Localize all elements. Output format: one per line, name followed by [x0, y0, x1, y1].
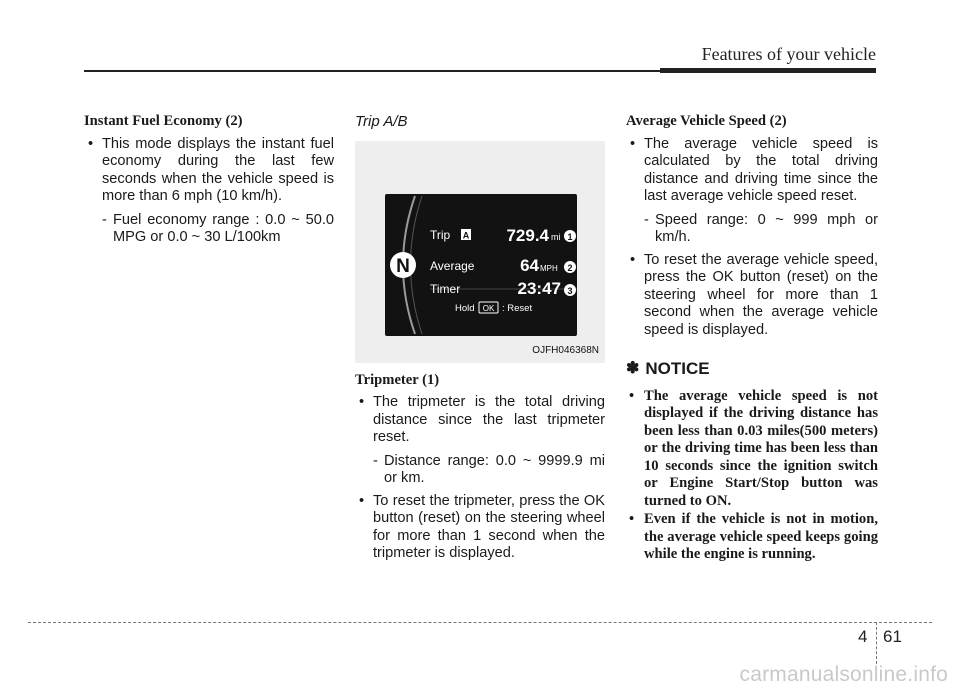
cluster-figure — [355, 141, 605, 363]
hold-label: Hold — [455, 302, 475, 314]
section-heading: Trip A/B — [355, 113, 408, 130]
average-value: 64 — [520, 255, 539, 275]
trip-badge-letter: A — [462, 230, 470, 240]
instrument-cluster-display — [385, 194, 577, 336]
sub-item: - Fuel economy range : 0.0 ~ 50.0 MPG or 0.0 ~ 30 L/100km — [102, 211, 334, 245]
bullet-item: • The tripmeter is the total driving distance since the last tripmeter reset. — [359, 394, 605, 445]
bullet-text: This mode displays the instant fuel economy during the last few seconds when the vehicle speed is more than 6 mph (10 km/h). — [102, 135, 334, 204]
sub-text: Distance range: 0.0 ~ 9999.9 mi or km. — [384, 452, 605, 486]
callout-number: 3 — [567, 285, 573, 296]
chapter-number: 4 — [858, 627, 868, 646]
column-average-vehicle-speed — [626, 113, 878, 565]
notice-star-icon: ✽ — [626, 360, 640, 377]
cluster-display-graphic — [385, 194, 577, 336]
timer-value: 23:47 — [517, 278, 561, 298]
notice-heading — [626, 360, 878, 378]
callout-number: 2 — [567, 262, 573, 273]
ok-key-label: OK — [482, 303, 495, 313]
reset-label: : Reset — [502, 302, 533, 314]
notice-text: Even if the vehicle is not in motion, the average vehicle speed keeps going while the engine is running. — [644, 511, 878, 562]
notice-item: • Even if the vehicle is not in motion, the average vehicle speed keeps going while the engine is running. — [629, 511, 878, 562]
notice-title: NOTICE — [645, 359, 710, 378]
watermark: carmanualsonline.info — [739, 663, 948, 686]
trip-label: Trip — [430, 227, 451, 242]
notice-item: • The average vehicle speed is not displayed if the driving distance has been less than 0.03 miles(500 meters) or the driving time has been less than 10 seconds since the ignition switch or Engine Start/Stop button was turned to ON. — [629, 387, 878, 509]
trip-value: 729.4 — [506, 225, 549, 245]
bullet-text: The average vehicle speed is calculated by the total driving distance and driving time since the last average vehicle speed reset. — [644, 135, 878, 204]
timer-label: Timer — [430, 281, 461, 296]
sub-text: Speed range: 0 ~ 999 mph or km/h. — [655, 211, 878, 245]
page-header-title: Features of your vehicle — [701, 44, 876, 64]
average-label: Average — [430, 258, 475, 273]
page-number: 61 — [883, 627, 902, 646]
bullet-text: To reset the tripmeter, press the OK button (reset) on the steering wheel for more than 1 second when the tripmeter is displayed. — [373, 492, 605, 561]
bullet-item: • The average vehicle speed is calculated by the total driving distance and driving time since the last average vehicle speed reset. — [630, 135, 878, 204]
bullet-item: • To reset the average vehicle speed, press the OK button (reset) on the steering wheel for more than 1 second when the average vehicle speed is displayed. — [630, 251, 878, 338]
trip-unit: mi — [551, 231, 561, 242]
notice-text: The average vehicle speed is not displayed if the driving distance has been less than 0.03 miles(500 meters) or the driving time has been less than 10 seconds since the ignition switch or Engine Start/Stop button was turned to ON. — [644, 387, 878, 509]
sub-item: - Distance range: 0.0 ~ 9999.9 mi or km. — [373, 452, 605, 486]
bullet-item: • To reset the tripmeter, press the OK button (reset) on the steering wheel for more than 1 second when the tripmeter is displayed. — [359, 492, 605, 561]
section-heading: Instant Fuel Economy (2) — [84, 113, 243, 129]
average-unit: MPH — [540, 263, 558, 273]
column-trip-ab — [355, 113, 605, 569]
column-instant-fuel-economy — [84, 113, 334, 252]
header-rule-accent — [660, 68, 876, 73]
footer-rule — [28, 622, 932, 623]
sub-text: Fuel economy range : 0.0 ~ 50.0 MPG or 0.0 ~ 30 L/100km — [113, 211, 334, 245]
bullet-item: • This mode displays the instant fuel economy during the last few seconds when the vehicle speed is more than 6 mph (10 km/h). — [88, 135, 334, 204]
footer-divider — [876, 622, 877, 664]
gear-letter: N — [396, 255, 410, 277]
bullet-text: To reset the average vehicle speed, press the OK button (reset) on the steering wheel for more than 1 second when the average vehicle speed is displayed. — [644, 251, 878, 338]
section-heading: Average Vehicle Speed (2) — [626, 113, 787, 129]
subsection-heading: Tripmeter (1) — [355, 371, 440, 388]
sub-item: - Speed range: 0 ~ 999 mph or km/h. — [644, 211, 878, 245]
callout-number: 1 — [567, 231, 573, 242]
bullet-text: The tripmeter is the total driving distance since the last tripmeter reset. — [373, 394, 605, 445]
figure-code: OJFH046368N — [532, 345, 599, 356]
